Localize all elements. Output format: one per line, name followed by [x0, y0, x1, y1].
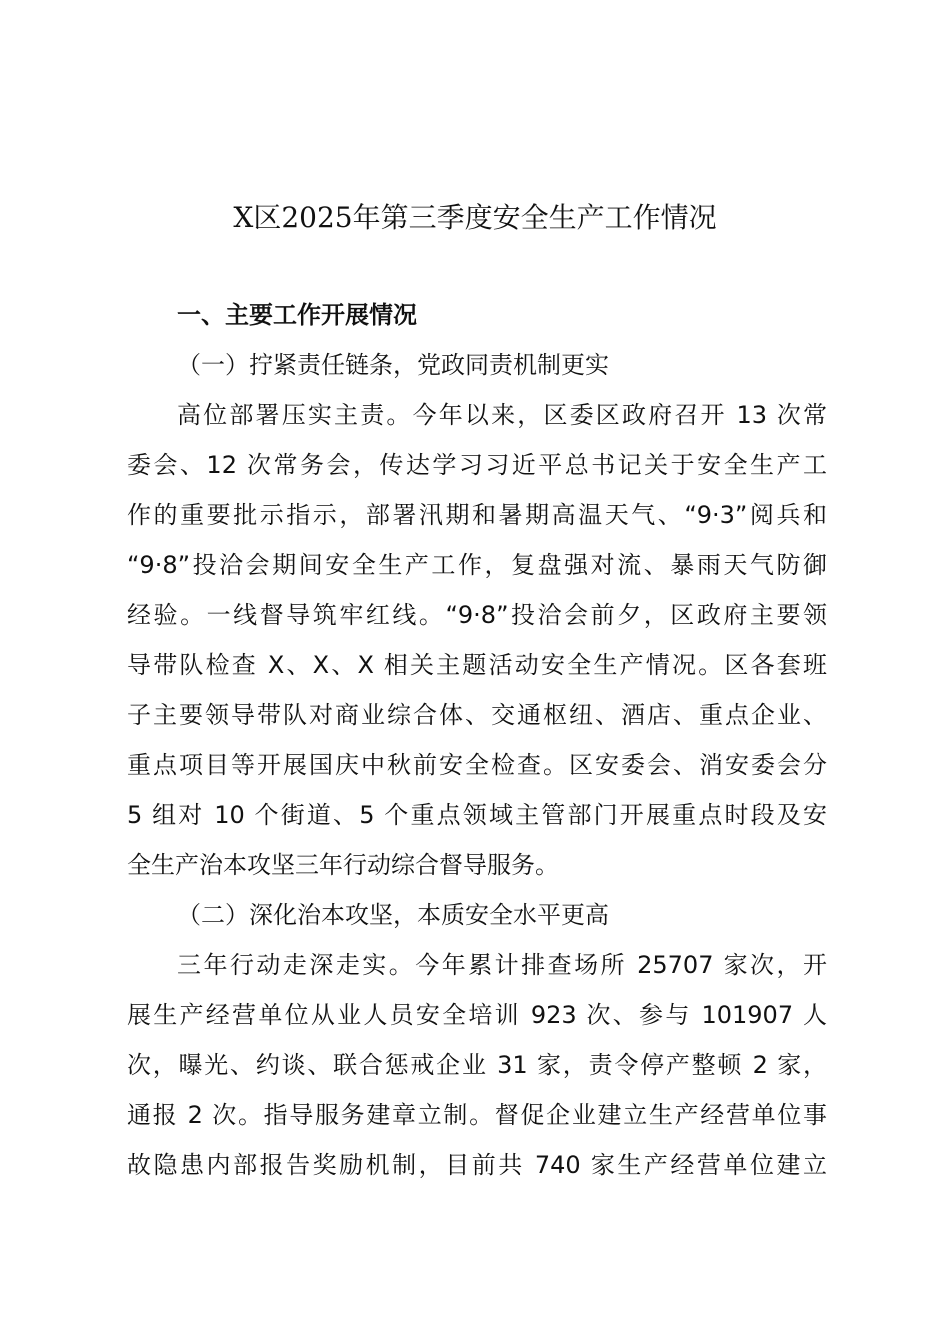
paragraph-line: 5 组对 10 个街道、5 个重点领域主管部门开展重点时段及安 [127, 801, 827, 829]
paragraph-line: 通报 2 次。指导服务建章立制。督促企业建立生产经营单位事 [127, 1101, 827, 1129]
paragraph-1 [127, 390, 827, 890]
section-heading: 一、主要工作开展情况 [177, 301, 417, 329]
paragraph-line: 展生产经营单位从业人员安全培训 923 次、参与 101907 人 [127, 1001, 827, 1029]
document-title: X区2025年第三季度安全生产工作情况 [233, 201, 717, 234]
document-body [127, 290, 827, 1190]
paragraph-line: 导带队检查 X、X、X 相关主题活动安全生产情况。区各套班 [127, 651, 827, 679]
subsection-heading-2: （二）深化治本攻坚，本质安全水平更高 [177, 901, 609, 929]
paragraph-line: 三年行动走深走实。今年累计排查场所 25707 家次，开 [177, 951, 827, 979]
paragraph-line: 重点项目等开展国庆中秋前安全检查。区安委会、消安委会分 [127, 751, 827, 779]
paragraph-line: 次，曝光、约谈、联合惩戒企业 31 家，责令停产整顿 2 家， [127, 1051, 827, 1079]
paragraph-line: “9·8”投洽会期间安全生产工作，复盘强对流、暴雨天气防御 [127, 551, 827, 579]
paragraph-line: 故隐患内部报告奖励机制，目前共 740 家生产经营单位建立 [127, 1151, 827, 1179]
paragraph-line: 子主要领导带队对商业综合体、交通枢纽、酒店、重点企业、 [127, 701, 827, 729]
paragraph-line: 作的重要批示指示，部署汛期和暑期高温天气、“9·3”阅兵和 [127, 501, 827, 529]
subsection-heading-1: （一）拧紧责任链条，党政同责机制更实 [177, 351, 609, 379]
paragraph-2 [127, 940, 827, 1190]
paragraph-line: 全生产治本攻坚三年行动综合督导服务。 [127, 851, 559, 879]
paragraph-line: 委会、12 次常务会，传达学习习近平总书记关于安全生产工 [127, 451, 827, 479]
paragraph-line: 经验。一线督导筑牢红线。“9·8”投洽会前夕，区政府主要领 [127, 601, 827, 629]
paragraph-line: 高位部署压实主责。今年以来，区委区政府召开 13 次常 [177, 401, 827, 429]
